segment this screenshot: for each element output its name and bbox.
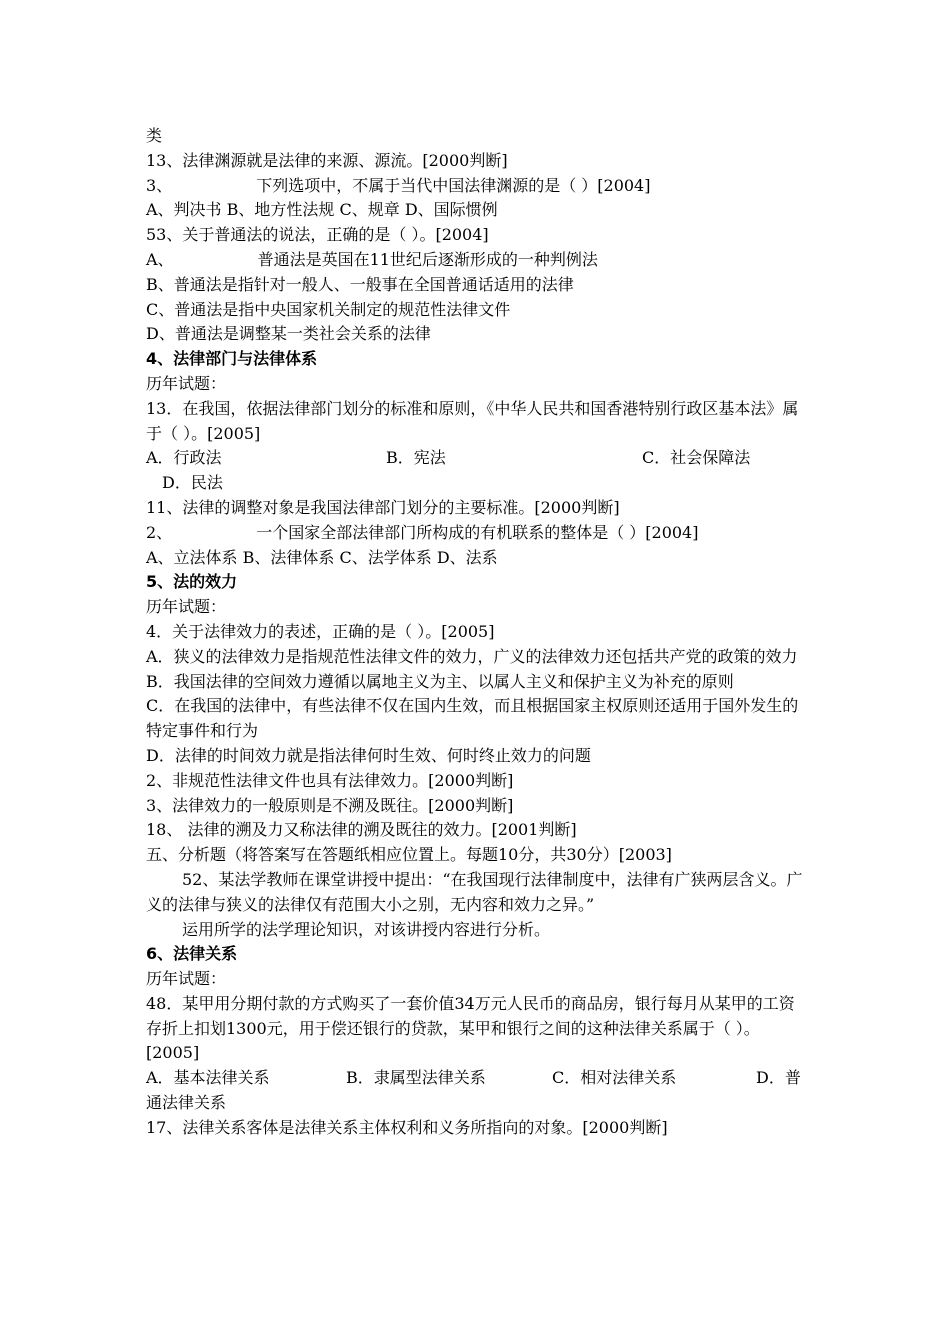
option-b: B．隶属型法律关系 — [346, 1068, 486, 1088]
document-page — [146, 124, 810, 1141]
text-line: 运用所学的法学理论知识，对该讲授内容进行分析。 — [182, 919, 551, 939]
option-a: A．行政法 — [146, 448, 222, 468]
options-line — [146, 446, 810, 471]
option-c: C．相对法律关系 — [552, 1068, 677, 1088]
question-text: 一个国家全部法律部门所构成的有机联系的整体是（ ）[2004] — [256, 522, 699, 542]
text-line: 3、法律效力的一般原则是不溯及既往。[2000判断] — [146, 795, 514, 815]
option-text: 普通法是英国在11世纪后逐渐形成的一种判例法 — [257, 249, 598, 269]
text-line: 17、法律关系客体是法律关系主体权利和义务所指向的对象。[2000判断] — [146, 1117, 668, 1137]
text-line: 类 — [146, 126, 163, 145]
option-a: A．基本法律关系 — [146, 1068, 270, 1088]
option-line — [146, 248, 810, 273]
text-line: 11、法律的调整对象是我国法律部门划分的主要标准。[2000判断] — [146, 497, 620, 517]
question-line: 53、关于普通法的说法，正确的是（ ）。[2004] — [146, 225, 489, 245]
option-line: C、普通法是指中央国家机关制定的规范性法律文件 — [146, 299, 511, 319]
option-d: D．普 — [756, 1068, 801, 1088]
text-line: 五、分析题（将答案写在答题纸相应位置上。每题10分，共30分）[2003] — [146, 845, 672, 865]
text-line: 历年试题： — [146, 373, 227, 393]
text-line: 历年试题： — [146, 969, 227, 989]
options-line: A、判决书 B、地方性法规 C、规章 D、国际惯例 — [146, 200, 498, 220]
option-paragraph: B．我国法律的空间效力遵循以属地主义为主、以属人主义和保护主义为补充的原则 — [146, 671, 734, 691]
question-line — [146, 521, 810, 546]
option-b: B．宪法 — [386, 448, 446, 468]
section-heading: 5、法的效力 — [146, 572, 238, 592]
option-d: D．民法 — [162, 473, 223, 493]
option-paragraph: C．在我国的法律中，有些法律不仅在国内生效，而且根据国家主权原则还适用于国外发生的特定事件和行为 — [146, 696, 799, 741]
option-line: B、普通法是指针对一般人、一般事在全国普通话适用的法律 — [146, 274, 574, 294]
option-paragraph: A．狭义的法律效力是指规范性法律文件的效力，广义的法律效力还包括共产党的政策的效力 — [146, 646, 798, 666]
option-line: D．法律的时间效力就是指法律何时生效、何时终止效力的问题 — [146, 745, 591, 765]
question-paragraph: 48．某甲用分期付款的方式购买了一套价值34万元人民币的商品房，银行每月从某甲的工资存折上扣划1300元，用于偿还银行的贷款，某甲和银行之间的这种法律关系属于（ ）。[2005] — [146, 993, 795, 1063]
question-line — [146, 174, 810, 199]
question-number: 3、 — [146, 175, 173, 195]
question-paragraph: 13．在我国，依据法律部门划分的标准和原则，《中华人民共和国香港特别行政区基本法》属于（ ）。[2005] — [146, 398, 799, 443]
section-heading: 6、法律关系 — [146, 944, 238, 964]
section-heading: 4、法律部门与法律体系 — [146, 349, 318, 369]
options-line — [146, 1066, 810, 1091]
question-line: 4．关于法律效力的表述，正确的是（ ）。[2005] — [146, 621, 495, 641]
option-line: D、普通法是调整某一类社会关系的法律 — [146, 324, 431, 344]
option-c: C．社会保障法 — [642, 448, 751, 468]
option-d-continued: 通法律关系 — [146, 1093, 227, 1113]
question-text: 下列选项中，不属于当代中国法律渊源的是（ ）[2004] — [256, 175, 651, 195]
text-line: 2、非规范性法律文件也具有法律效力。[2000判断] — [146, 770, 514, 790]
question-paragraph: 52、某法学教师在课堂讲授中提出：“在我国现行法律制度中，法律有广狭两层含义。广义的法律与狭义的法律仅有范围大小之别，无内容和效力之异。” — [146, 869, 803, 914]
text-line: 历年试题： — [146, 597, 227, 617]
options-line: A、立法体系 B、法律体系 C、法学体系 D、法系 — [146, 547, 498, 567]
question-number: 2、 — [146, 522, 173, 542]
option-letter: A、 — [146, 249, 174, 269]
text-line: 13、法律渊源就是法律的来源、源流。[2000判断] — [146, 150, 508, 170]
text-line: 18、 法律的溯及力又称法律的溯及既往的效力。[2001判断] — [146, 820, 577, 840]
